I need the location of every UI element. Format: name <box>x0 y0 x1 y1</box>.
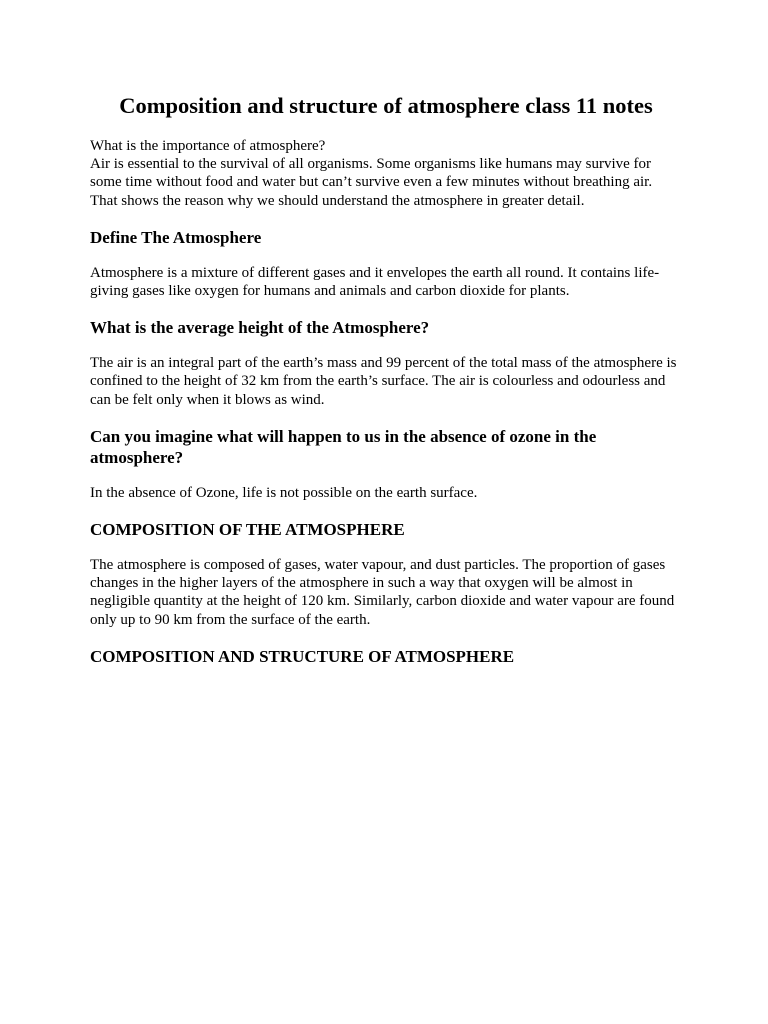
section-body-ozone: In the absence of Ozone, life is not possible on the earth surface. <box>90 484 478 501</box>
section-body-composition: The atmosphere is composed of gases, water vapour, and dust particles. The proportion of gases changes in the higher layers of the atmosphere in such a way that oxygen will be almost in negligible quantity at the height of 120 km. Similarly, carbon dioxide and water vapour are found only up to 90 km from the surface of the earth. <box>90 557 675 628</box>
section-body-define: Atmosphere is a mixture of different gases and it envelopes the earth all round. It contains life-giving gases like oxygen for humans and animals and carbon dioxide for plants. <box>90 264 660 300</box>
section-heading-define: Define The Atmosphere <box>90 227 262 247</box>
document-page <box>90 92 682 667</box>
section-heading-ozone: Can you imagine what will happen to us in the absence of ozone in the atmosphere? <box>90 426 597 467</box>
section-heading-average-height: What is the average height of the Atmosphere? <box>90 318 430 338</box>
intro-block <box>90 137 682 210</box>
section-heading-composition: COMPOSITION OF THE ATMOSPHERE <box>90 520 405 540</box>
section-heading-composition-structure: COMPOSITION AND STRUCTURE OF ATMOSPHERE <box>90 646 515 666</box>
intro-answer: Air is essential to the survival of all organisms. Some organisms like humans may survive for some time without food and water but can’t survive even a few minutes without breathing air. That shows the reason why we should understand the atmosphere in greater detail. <box>90 156 653 209</box>
section-body-average-height: The air is an integral part of the earth’s mass and 99 percent of the total mass of the atmosphere is confined to the height of 32 km from the earth’s surface. The air is colourless and odourless and can be felt only when it blows as wind. <box>90 355 677 408</box>
page-title: Composition and structure of atmosphere class 11 notes <box>119 93 653 118</box>
intro-question: What is the importance of atmosphere? <box>90 138 326 154</box>
